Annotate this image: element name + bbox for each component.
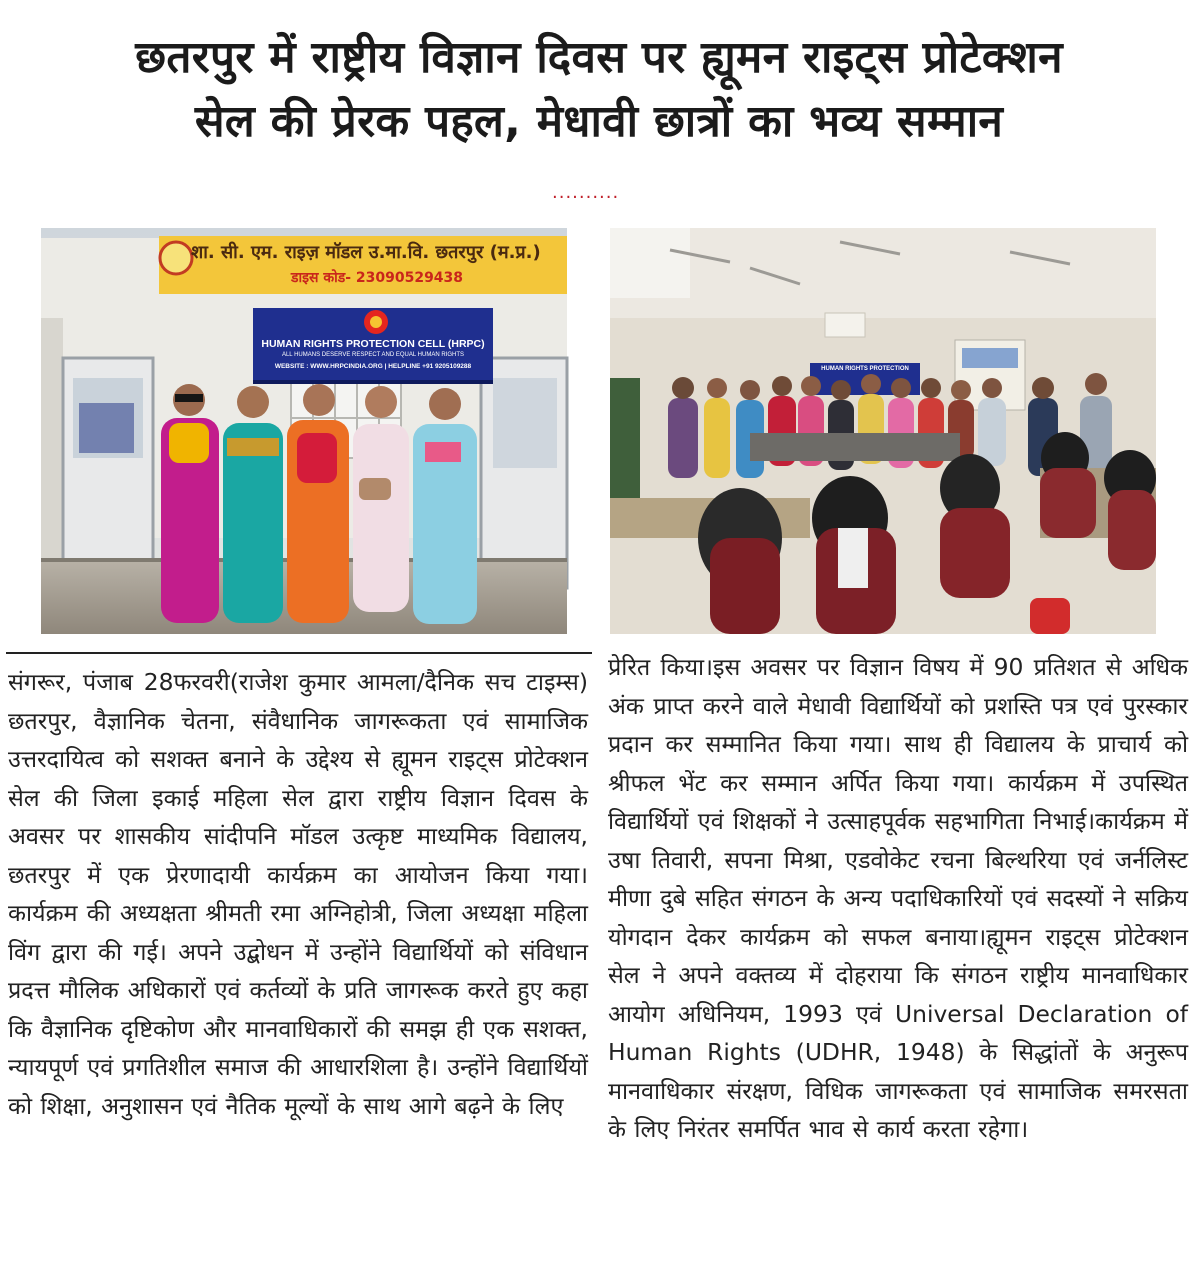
photo-classroom-illustration	[610, 228, 1156, 634]
headline	[20, 26, 1178, 154]
hrpc-banner-contact: WEBSITE : WWW.HRPCINDIA.ORG | HELPLINE +91 9205109288	[274, 363, 472, 370]
headline-line-2: सेल की प्रेरक पहल, मेधावी छात्रों का भव्य सम्मान	[194, 96, 1004, 147]
hrpc-banner-tagline: ALL HUMANS DESERVE RESPECT AND EQUAL HUMAN RIGHTS	[281, 352, 465, 358]
article-column-left: संगरूर, पंजाब 28फरवरी(राजेश कुमार आमला/दैनिक सच टाइम्स) छतरपुर, वैज्ञानिक चेतना, संवैधानिक जागरूकता एवं सामाजिक उत्तरदायित्व को सशक्त बनाने के उद्देश्य से ह्यूमन राइट्स प्रोटेक्शन सेल की जिला इकाई महिला सेल द्वारा राष्ट्रीय विज्ञान दिवस के अवसर पर शासकीय सांदीपनि मॉडल उत्कृष्ट माध्यमिक विद्यालय, छतरपुर में एक प्रेरणादायी कार्यक्रम का आयोजन किया गया।कार्यक्रम की अध्यक्षता श्रीमती रमा अग्निहोत्री, जिला अध्यक्षा महिला विंग द्वारा की गई। अपने उद्बोधन में उन्होंने विद्यार्थियों को संविधान प्रदत्त मौलिक अधिकारों एवं कर्तव्यों के प्रति जागरूक करते हुए कहा कि वैज्ञानिक दृष्टिकोण और मानवाधिकारों की समझ ही एक सशक्त, न्यायपूर्ण एवं प्रगतिशील समाज की आधारशिला है। उन्होंने विद्यार्थियों को शिक्षा, अनुशासन एवं नैतिक मूल्यों के साथ आगे बढ़ने के लिए	[8, 668, 588, 1120]
headline-line-1: छतरपुर में राष्ट्रीय विज्ञान दिवस पर ह्यूमन राइट्स प्रोटेक्शन	[135, 32, 1063, 83]
school-board-title: शा. सी. एम. राइज़ मॉडल उ.मा.वि. छतरपुर (म.प्र.)	[191, 242, 541, 263]
separator-dots: ..........	[552, 182, 620, 203]
hrpc-banner-title: HUMAN RIGHTS PROTECTION CELL (HRPC)	[261, 338, 485, 350]
school-board-code: डाइस कोड- 23090529438	[291, 270, 464, 286]
article-column-right: प्रेरित किया।इस अवसर पर विज्ञान विषय में 90 प्रतिशत से अधिक अंक प्राप्त करने वाले मेधावी विद्यार्थियों को प्रशस्ति पत्र एवं पुरस्कार प्रदान कर सम्मानित किया गया। साथ ही विद्यालय के प्राचार्य को श्रीफल भेंट कर सम्मान अर्पित किया गया। कार्यक्रम में उपस्थित विद्यार्थियों एवं शिक्षकों ने उत्साहपूर्वक सहभागिता निभाई।कार्यक्रम में उषा तिवारी, सपना मिश्रा, एडवोकेट रचना बिल्थरिया एवं जर्नलिस्ट मीणा दुबे सहित संगठन के अन्य पदाधिकारियों एवं सदस्यों ने सक्रिय योगदान देकर कार्यक्रम को सफल बनाया।ह्यूमन राइट्स प्रोटेक्शन सेल ने अपने वक्तव्य में दोहराया कि संगठन राष्ट्रीय मानवाधिकार आयोग अधिनियम, 1993 एवं Universal Declaration of Human Rights (UDHR, 1948) के सिद्धांतों के अनुरूप मानवाधिकार संरक्षण, विधिक जागरूकता एवं सामाजिक समरसता के लिए निरंतर समर्पित भाव से कार्य करता रहेगा।	[608, 653, 1188, 1143]
column-divider-rule	[6, 652, 592, 654]
photo-group-illustration	[41, 228, 567, 634]
photo-group-at-school	[41, 228, 567, 634]
classroom-banner-text: HUMAN RIGHTS PROTECTION	[821, 366, 909, 372]
photo-classroom-event	[610, 228, 1156, 634]
